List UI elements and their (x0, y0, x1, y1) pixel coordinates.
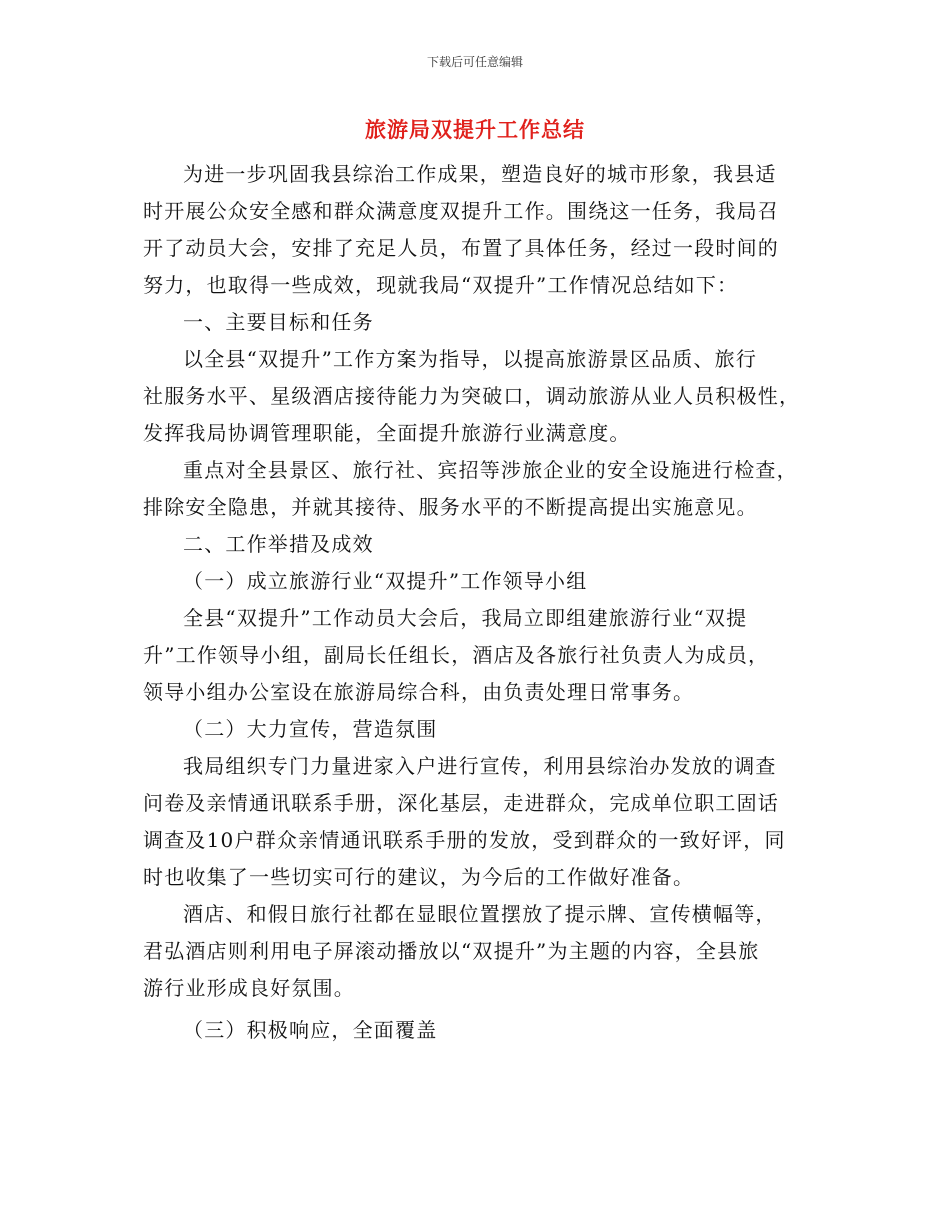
page-header-note: 下载后可任意编辑 (426, 55, 523, 69)
text-line: 重点对全县景区、旅行社、宾招等涉旅企业的安全设施进行检查， (183, 458, 798, 482)
paragraph (143, 452, 811, 526)
text-line: 酒店、和假日旅行社都在显眼位置摆放了提示牌、宣传横幅等， (183, 902, 777, 926)
paragraph (143, 896, 811, 1007)
text-line: 时也收集了一些切实可行的建议，为今后的工作做好准备。 (143, 865, 695, 889)
text-line: 开了动员大会，安排了充足人员，布置了具体任务，经过一段时间的 (143, 236, 779, 260)
text-line: 我局组织专门力量进家入户进行宣传，利用县综治办发放的调查 (183, 754, 777, 778)
text-line: （三）积极响应，全面覆盖 (183, 1018, 438, 1042)
section-heading (143, 526, 811, 563)
text-line: 努力，也取得一些成效，现就我局“双提升”工作情况总结如下： (143, 273, 739, 297)
document-body (143, 156, 811, 1049)
text-line: （二）大力宣传，营造氛围 (183, 717, 438, 741)
section-heading (143, 1012, 811, 1049)
paragraph (143, 600, 811, 711)
text-line: 为进一步巩固我县综治工作成果，塑造良好的城市形象，我县适 (183, 162, 777, 186)
section-heading (143, 304, 811, 341)
text-line: 领导小组办公室设在旅游局综合科，由负责处理日常事务。 (143, 680, 695, 704)
text-line: 发挥我局协调管理职能，全面提升旅游行业满意度。 (143, 421, 631, 445)
paragraph (143, 341, 811, 452)
text-line: 社服务水平、星级酒店接待能力为突破口，调动旅游从业人员积极性， (143, 384, 801, 408)
text-line: 二、工作举措及成效 (183, 532, 374, 556)
text-line: 时开展公众安全感和群众满意度双提升工作。围绕这一任务，我局召 (143, 199, 779, 223)
paragraph (143, 748, 811, 896)
text-line: 君弘酒店则利用电子屏滚动播放以“双提升”为主题的内容，全县旅 (143, 939, 760, 963)
paragraph (143, 156, 811, 304)
text-line: 以全县“双提升”工作方案为指导，以提高旅游景区品质、旅行 (183, 347, 758, 371)
text-line: 游行业形成良好氛围。 (143, 976, 355, 1000)
section-heading (143, 711, 811, 748)
text-line: 全县“双提升”工作动员大会后，我局立即组建旅游行业“双提 (183, 606, 748, 630)
section-heading (143, 563, 811, 600)
document-title: 旅游局双提升工作总结 (365, 117, 585, 142)
text-line: 调查及10户群众亲情通讯联系手册的发放，受到群众的一致好评，同 (143, 828, 786, 852)
text-line: 一、主要目标和任务 (183, 310, 374, 334)
text-line: （一）成立旅游行业“双提升”工作领导小组 (183, 569, 588, 593)
text-line: 升”工作领导小组，副局长任组长，酒店及各旅行社负责人为成员， (143, 643, 770, 667)
text-line: 排除安全隐患，并就其接待、服务水平的不断提高提出实施意见。 (143, 495, 758, 519)
text-line: 问卷及亲情通讯联系手册，深化基层，走进群众，完成单位职工固话 (143, 791, 779, 815)
